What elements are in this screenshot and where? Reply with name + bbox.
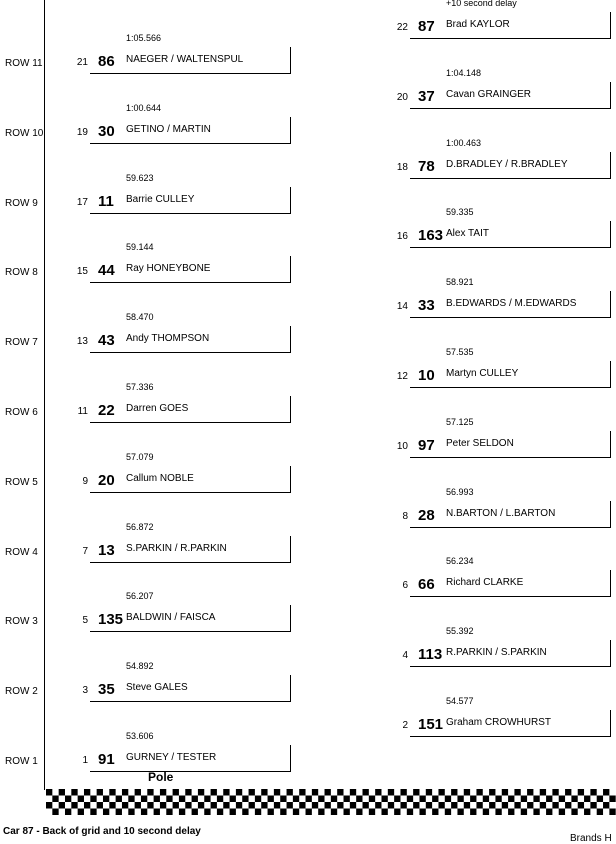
checkered-start-line: [46, 789, 616, 815]
car-number: 28: [418, 506, 435, 524]
row-label: ROW 10: [5, 127, 44, 139]
driver-name: Richard CLARKE: [446, 577, 524, 589]
grid-slot-box: [90, 675, 291, 702]
lap-time: 57.336: [126, 382, 154, 392]
grid-position: 14: [396, 301, 408, 313]
pole-label: Pole: [148, 770, 174, 784]
lap-time: 54.892: [126, 661, 154, 672]
car-number: 66: [418, 576, 435, 594]
lap-time: 58.470: [126, 312, 154, 323]
driver-name: GETINO / MARTIN: [126, 123, 211, 135]
lap-time: +10 second delay: [446, 0, 517, 8]
driver-name: NAEGER / WALTENSPUL: [126, 54, 244, 65]
car-number: 13: [98, 541, 115, 559]
driver-name: Peter SELDON: [446, 437, 514, 449]
car-number: 44: [98, 262, 115, 280]
driver-name: R.PARKIN / S.PARKIN: [446, 647, 547, 659]
row-label: ROW 7: [5, 337, 38, 349]
grid-position: 9: [82, 475, 88, 487]
lap-time: 1:00.463: [446, 137, 482, 148]
lap-time: 59.335: [446, 207, 474, 218]
grid-position: 19: [76, 126, 88, 138]
car-number: 10: [418, 367, 435, 384]
driver-name: Brad KAYLOR: [446, 19, 510, 30]
driver-name: Barrie CULLEY: [126, 193, 195, 205]
driver-name: Steve GALES: [126, 682, 188, 694]
grid-position: 11: [77, 406, 88, 417]
grid-position: 5: [82, 615, 88, 627]
grid-position: 13: [76, 336, 88, 348]
car-number: 43: [98, 332, 115, 350]
car-number: 151: [418, 716, 444, 733]
lap-time: 54.577: [446, 696, 474, 706]
driver-name: B.EDWARDS / M.EDWARDS: [446, 298, 577, 310]
grid-position: 15: [76, 266, 88, 278]
car-number: 91: [98, 751, 115, 768]
car-number: 87: [418, 18, 435, 35]
lap-time: 57.535: [446, 347, 474, 357]
car-number: 37: [418, 87, 435, 105]
row-label: ROW 8: [5, 267, 38, 279]
lap-time: 53.606: [126, 731, 154, 741]
lap-time: 1:00.644: [126, 102, 162, 113]
grid-position: 22: [396, 22, 408, 33]
driver-name: Andy THOMPSON: [126, 333, 210, 345]
driver-name: BALDWIN / FAISCA: [126, 612, 216, 624]
grid-position: 21: [76, 57, 88, 68]
car-number: 113: [418, 646, 443, 664]
car-number: 78: [418, 157, 435, 175]
driver-name: Darren GOES: [126, 403, 189, 414]
car-number: 163: [418, 227, 444, 245]
car-number: 135: [98, 611, 124, 629]
driver-name: Callum NOBLE: [126, 472, 194, 484]
grid-left-border: [44, 0, 45, 790]
grid-position: 3: [82, 685, 88, 697]
lap-time: 57.079: [126, 451, 154, 462]
footer-note: Car 87 - Back of grid and 10 second delay: [3, 826, 201, 837]
grid-slot-box: [410, 12, 611, 39]
lap-time: 57.125: [446, 416, 474, 427]
car-number: 30: [98, 122, 115, 140]
driver-name: S.PARKIN / R.PARKIN: [126, 542, 227, 554]
grid-position: 12: [396, 371, 408, 382]
driver-name: D.BRADLEY / R.BRADLEY: [446, 158, 568, 170]
lap-time: 58.921: [446, 277, 474, 288]
grid-position: 6: [402, 580, 408, 592]
grid-position: 20: [396, 91, 408, 103]
grid-position: 1: [82, 755, 88, 766]
row-label: ROW 6: [5, 407, 38, 418]
lap-time: 59.144: [126, 242, 154, 253]
car-number: 20: [98, 471, 115, 489]
grid-slot-box: [90, 396, 291, 423]
row-label: ROW 4: [5, 546, 38, 558]
lap-time: 59.623: [126, 172, 154, 183]
car-number: 35: [98, 681, 115, 699]
lap-time: 55.392: [446, 626, 474, 637]
grid-position: 10: [396, 440, 408, 452]
car-number: 86: [98, 53, 115, 70]
grid-position: 2: [402, 720, 408, 731]
driver-name: Martyn CULLEY: [446, 368, 519, 379]
lap-time: 56.234: [446, 556, 474, 567]
car-number: 11: [98, 192, 114, 210]
car-number: 33: [418, 297, 435, 315]
car-number: 97: [418, 436, 435, 454]
driver-name: N.BARTON / L.BARTON: [446, 507, 556, 519]
row-label: ROW 3: [5, 616, 38, 628]
car-number: 22: [98, 402, 115, 419]
lap-time: 1:04.148: [446, 67, 482, 78]
driver-name: Ray HONEYBONE: [126, 263, 211, 275]
lap-time: 56.207: [126, 591, 154, 602]
row-label: ROW 11: [5, 58, 43, 69]
row-label: ROW 9: [5, 197, 38, 209]
lap-time: 56.993: [446, 486, 474, 497]
lap-time: 1:05.566: [126, 33, 162, 43]
driver-name: GURNEY / TESTER: [126, 752, 217, 763]
row-label: ROW 5: [5, 476, 38, 488]
driver-name: Cavan GRAINGER: [446, 88, 532, 100]
footer-venue: Brands H: [570, 833, 612, 844]
grid-position: 7: [82, 545, 88, 557]
lap-time: 56.872: [126, 521, 154, 532]
grid-position: 17: [76, 196, 88, 208]
row-label: ROW 2: [5, 686, 38, 698]
row-label: ROW 1: [5, 756, 38, 767]
grid-position: 16: [396, 231, 408, 243]
driver-name: Graham CROWHURST: [446, 717, 552, 728]
grid-position: 4: [402, 650, 408, 662]
driver-name: Alex TAIT: [446, 228, 489, 240]
grid-position: 8: [402, 510, 408, 522]
grid-position: 18: [396, 161, 408, 173]
